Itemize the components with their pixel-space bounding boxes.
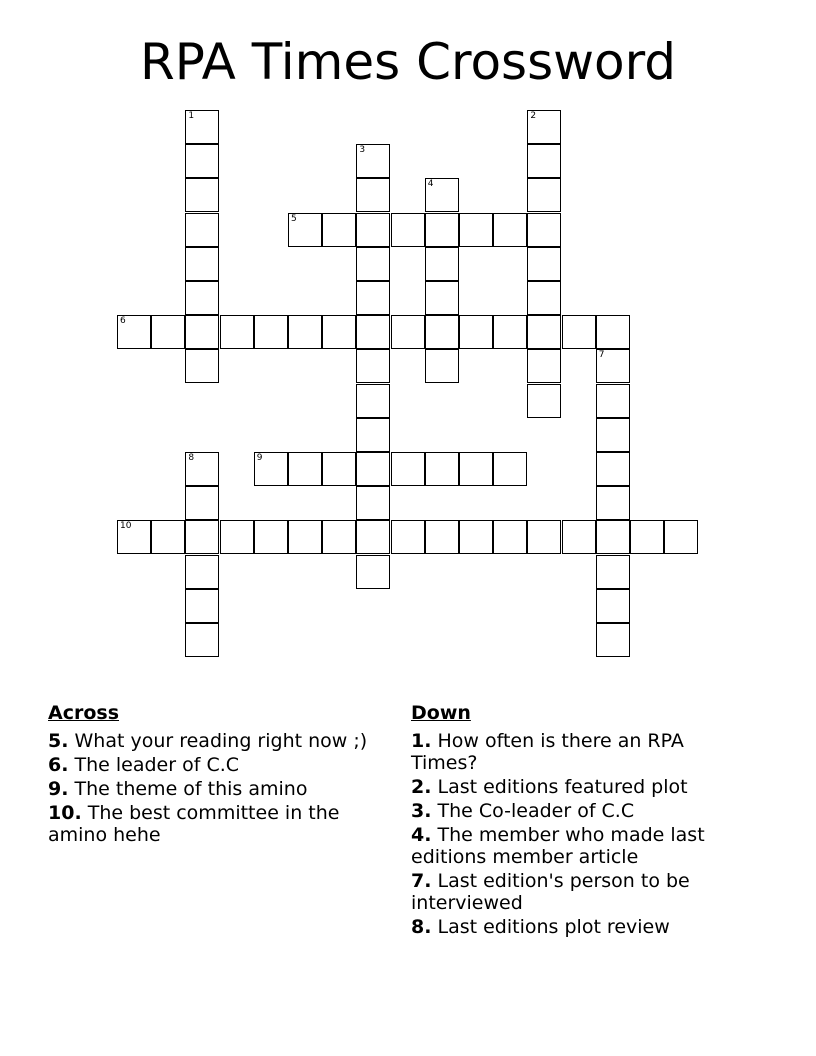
crossword-cell[interactable] bbox=[322, 213, 356, 247]
crossword-cell[interactable] bbox=[288, 213, 322, 247]
crossword-cell[interactable] bbox=[596, 418, 630, 452]
crossword-cell[interactable] bbox=[493, 213, 527, 247]
clue-across-9 bbox=[48, 778, 378, 800]
clue-number: 1. bbox=[411, 730, 432, 752]
cell-number: 3 bbox=[359, 145, 366, 156]
crossword-cell[interactable] bbox=[220, 520, 254, 554]
crossword-cell[interactable] bbox=[356, 247, 390, 281]
crossword-cell[interactable] bbox=[185, 315, 219, 349]
crossword-cell[interactable] bbox=[322, 315, 356, 349]
crossword-cell[interactable] bbox=[117, 315, 151, 349]
clue-number: 6. bbox=[48, 754, 69, 776]
crossword-cell[interactable] bbox=[493, 315, 527, 349]
crossword-cell[interactable] bbox=[493, 452, 527, 486]
crossword-cell[interactable] bbox=[288, 520, 322, 554]
crossword-cell[interactable] bbox=[425, 178, 459, 212]
crossword-cell[interactable] bbox=[459, 452, 493, 486]
crossword-cell[interactable] bbox=[596, 315, 630, 349]
crossword-cell[interactable] bbox=[527, 520, 561, 554]
crossword-cell[interactable] bbox=[117, 520, 151, 554]
crossword-cell[interactable] bbox=[527, 247, 561, 281]
down-clues bbox=[411, 702, 741, 940]
cell-number: 4 bbox=[427, 179, 434, 190]
clue-text: The best committee in the amino hehe bbox=[48, 802, 340, 846]
clue-text: What your reading right now ;) bbox=[74, 730, 368, 752]
crossword-cell[interactable] bbox=[185, 623, 219, 657]
crossword-cell[interactable] bbox=[356, 315, 390, 349]
crossword-cell[interactable] bbox=[630, 520, 664, 554]
clue-text: The leader of C.C bbox=[74, 754, 240, 776]
crossword-cell[interactable] bbox=[425, 247, 459, 281]
clue-text: How often is there an RPA Times? bbox=[411, 730, 684, 774]
crossword-cell[interactable] bbox=[254, 452, 288, 486]
clue-down-7 bbox=[411, 870, 741, 914]
crossword-cell[interactable] bbox=[596, 349, 630, 383]
crossword-cell[interactable] bbox=[356, 555, 390, 589]
crossword-cell[interactable] bbox=[220, 315, 254, 349]
clue-number: 2. bbox=[411, 776, 432, 798]
crossword-cell[interactable] bbox=[185, 555, 219, 589]
crossword-cell[interactable] bbox=[425, 315, 459, 349]
crossword-cell[interactable] bbox=[459, 315, 493, 349]
crossword-cell[interactable] bbox=[527, 144, 561, 178]
cell-number: 1 bbox=[188, 111, 195, 121]
crossword-cell[interactable] bbox=[596, 520, 630, 554]
crossword-cell[interactable] bbox=[596, 623, 630, 657]
crossword-cell[interactable] bbox=[185, 247, 219, 281]
clue-text: Last editions plot review bbox=[437, 916, 670, 938]
clue-down-2 bbox=[411, 776, 741, 798]
clue-number: 5. bbox=[48, 730, 69, 752]
crossword-cell[interactable] bbox=[459, 213, 493, 247]
clue-across-5 bbox=[48, 730, 378, 752]
crossword-cell[interactable] bbox=[527, 281, 561, 315]
clue-number: 3. bbox=[411, 800, 432, 822]
crossword-cell[interactable] bbox=[425, 349, 459, 383]
crossword-cell[interactable] bbox=[459, 520, 493, 554]
clue-number: 10. bbox=[48, 802, 82, 824]
crossword-cell[interactable] bbox=[151, 315, 185, 349]
crossword-cell[interactable] bbox=[356, 384, 390, 418]
page-title: RPA Times Crossword bbox=[139, 33, 677, 91]
clue-down-4 bbox=[411, 824, 741, 868]
clue-down-1 bbox=[411, 730, 741, 774]
crossword-cell[interactable] bbox=[356, 486, 390, 520]
down-heading: Down bbox=[411, 702, 471, 724]
crossword-cell[interactable] bbox=[391, 520, 425, 554]
crossword-cell[interactable] bbox=[527, 110, 561, 144]
clue-text: The theme of this amino bbox=[74, 778, 308, 800]
clue-number: 8. bbox=[411, 916, 432, 938]
cell-number: 9 bbox=[256, 453, 263, 463]
crossword-cell[interactable] bbox=[185, 110, 219, 144]
clue-text: Last editions featured plot bbox=[437, 776, 688, 798]
crossword-cell[interactable] bbox=[254, 520, 288, 554]
crossword-cell[interactable] bbox=[185, 281, 219, 315]
clue-across-10 bbox=[48, 802, 378, 846]
cell-number: 7 bbox=[598, 350, 605, 361]
crossword-cell[interactable] bbox=[356, 452, 390, 486]
crossword-cell[interactable] bbox=[185, 589, 219, 623]
crossword-cell[interactable] bbox=[527, 178, 561, 212]
crossword-cell[interactable] bbox=[527, 384, 561, 418]
clue-number: 7. bbox=[411, 870, 432, 892]
crossword-cell[interactable] bbox=[391, 315, 425, 349]
cell-number: 5 bbox=[291, 213, 297, 224]
crossword-cell[interactable] bbox=[151, 520, 185, 554]
crossword-cell[interactable] bbox=[322, 452, 356, 486]
crossword-cell[interactable] bbox=[527, 349, 561, 383]
crossword-cell[interactable] bbox=[356, 520, 390, 554]
cell-number: 6 bbox=[120, 316, 126, 327]
crossword-cell[interactable] bbox=[356, 349, 390, 383]
crossword-cell[interactable] bbox=[185, 178, 219, 212]
clue-text: The member who made last editions member article bbox=[411, 824, 705, 868]
crossword-cell[interactable] bbox=[596, 486, 630, 520]
cell-number: 8 bbox=[188, 453, 195, 463]
clue-text: The Co-leader of C.C bbox=[437, 800, 635, 822]
crossword-cell[interactable] bbox=[185, 452, 219, 486]
clue-down-8 bbox=[411, 916, 741, 938]
crossword-cell[interactable] bbox=[527, 315, 561, 349]
crossword-cell[interactable] bbox=[425, 452, 459, 486]
crossword-cell[interactable] bbox=[562, 520, 596, 554]
crossword-cell[interactable] bbox=[356, 418, 390, 452]
crossword-cell[interactable] bbox=[527, 213, 561, 247]
crossword-cell[interactable] bbox=[185, 213, 219, 247]
crossword-cell[interactable] bbox=[356, 144, 390, 178]
across-heading: Across bbox=[48, 702, 120, 724]
crossword-cell[interactable] bbox=[596, 589, 630, 623]
crossword-cell[interactable] bbox=[288, 452, 322, 486]
crossword-cell[interactable] bbox=[185, 349, 219, 383]
crossword-cell[interactable] bbox=[562, 315, 596, 349]
crossword-cell[interactable] bbox=[185, 144, 219, 178]
crossword-cell[interactable] bbox=[493, 520, 527, 554]
crossword-cell[interactable] bbox=[288, 315, 322, 349]
cell-number: 2 bbox=[530, 111, 537, 121]
across-clues bbox=[48, 702, 378, 848]
crossword-cell[interactable] bbox=[356, 213, 390, 247]
crossword-cell[interactable] bbox=[391, 452, 425, 486]
crossword-cell[interactable] bbox=[391, 213, 425, 247]
crossword-cell[interactable] bbox=[596, 452, 630, 486]
crossword-cell[interactable] bbox=[425, 520, 459, 554]
clue-number: 9. bbox=[48, 778, 69, 800]
crossword-cell[interactable] bbox=[356, 281, 390, 315]
crossword-cell[interactable] bbox=[185, 486, 219, 520]
clue-down-3 bbox=[411, 800, 741, 822]
crossword-cell[interactable] bbox=[254, 315, 288, 349]
cell-number: 10 bbox=[120, 521, 132, 532]
clue-text: Last edition's person to be interviewed bbox=[411, 870, 690, 914]
crossword-cell[interactable] bbox=[425, 213, 459, 247]
clue-across-6 bbox=[48, 754, 378, 776]
clue-number: 4. bbox=[411, 824, 432, 846]
crossword-cell[interactable] bbox=[185, 520, 219, 554]
crossword-cell[interactable] bbox=[596, 384, 630, 418]
crossword-cell[interactable] bbox=[425, 281, 459, 315]
crossword-cell[interactable] bbox=[596, 555, 630, 589]
crossword-cell[interactable] bbox=[356, 178, 390, 212]
crossword-cell[interactable] bbox=[664, 520, 698, 554]
crossword-cell[interactable] bbox=[322, 520, 356, 554]
